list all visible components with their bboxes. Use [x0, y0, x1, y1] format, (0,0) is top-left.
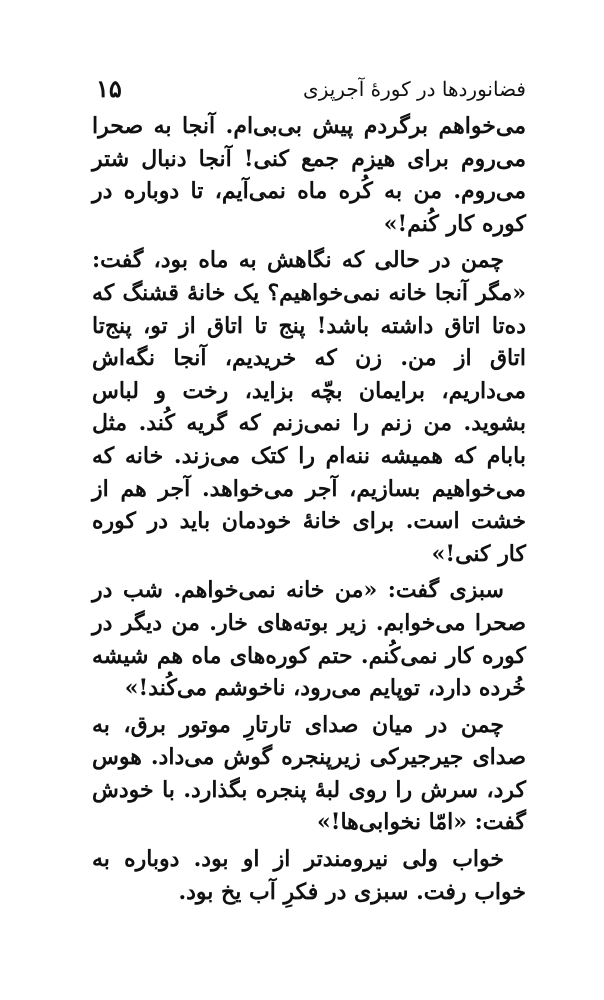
body-text — [92, 110, 526, 908]
paragraph: سبزی گفت: «من خانه نمی‌خواهم. شب در صحرا می‌خوابم. زیر بوته‌های خار. من دیگر در کوره کار نمی‌کُنم. حتم کوره‌های ماه هم شیشه خُرده دارد، توپایم می‌رود، ناخوشم می‌کُند!» — [92, 577, 526, 702]
paragraph: چمن در حالی که نگاهش به ماه بود، گفت: «مگر آنجا خانه نمی‌خواهیم؟ یک خانهٔ قشنگ که ده‌تا اتاق داشته باشد! پنج تا اتاق از تو، پنج‌تا اتاق از من. زن که خریدیم، آنجا نگه‌اش می‌داریم، برایمان بچّه بزاید، رخت و لباس بشوید. من زنم را نمی‌زنم که گریه کُند. مثل بابام که همیشه ننه‌ام را کتک می‌زند. خانه که می‌خواهیم بسازیم، آجر می‌خواهد. آجر هم از خشت است. برای خانهٔ خودمان باید در کوره کار کنی!» — [92, 247, 526, 567]
running-title: فضانوردها در کورهٔ آجرپزی — [303, 77, 526, 101]
page-number: ۱۵ — [96, 74, 122, 103]
paragraph: خواب ولی نیرومندتر از او بود. دوباره به خواب رفت. سبزی در فکرِ آب یخ بود. — [92, 846, 526, 905]
paragraph: چمن در میان صدای تارتارِ موتور برق، به صدای جیرجیرکی زیرپنجره گوش می‌داد. هوس کرد، سرش را روی لبهٔ پنجره بگذارد. با خودش گفت: «امّا نخوابی‌ها!» — [92, 711, 526, 836]
running-header — [96, 74, 526, 104]
paragraph: می‌خواهم برگردم پیش بی‌بی‌ام. آنجا به صحرا می‌روم برای هیزم جمع کنی! آنجا دنبال شتر می‌روم. من به کُره ماه نمی‌آیم، تا دوباره در کوره کار کُنم!» — [92, 113, 526, 237]
